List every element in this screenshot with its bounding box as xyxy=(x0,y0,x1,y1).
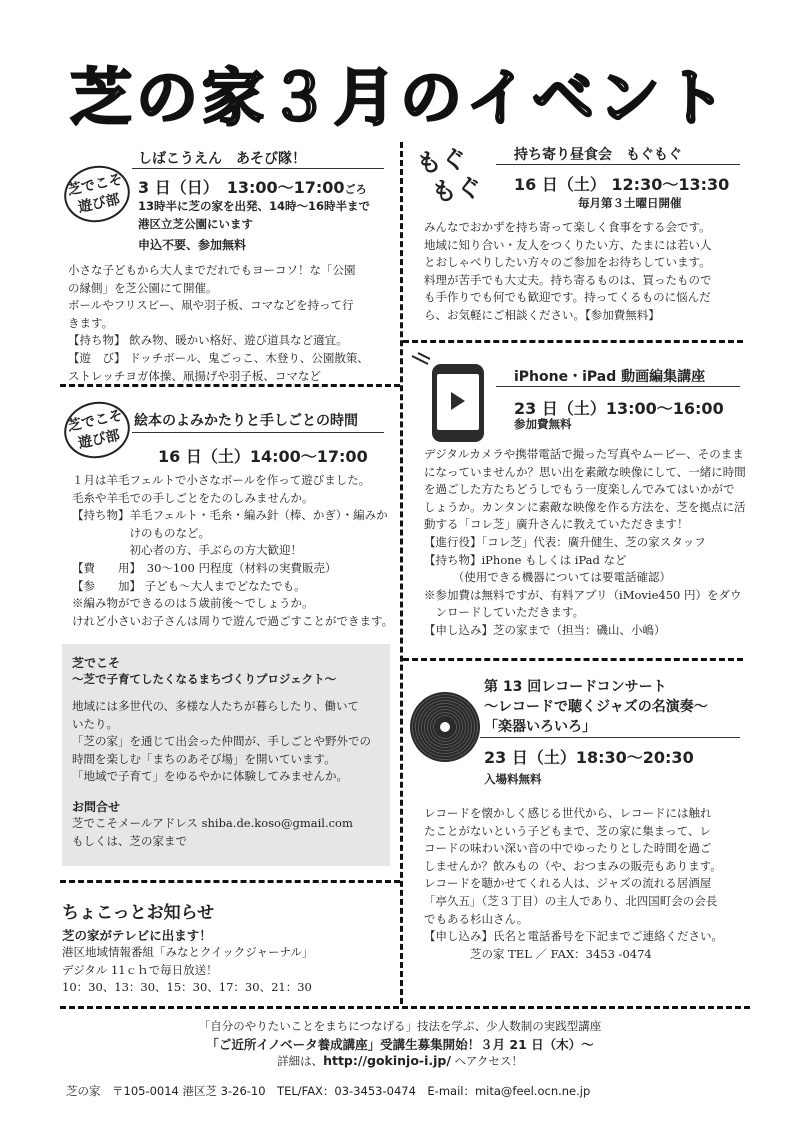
event4-fee: 参加費無料 xyxy=(514,417,572,431)
event1-details: 13時半に芝の家を出発、14時〜16時半まで 港区立芝公園にいます xyxy=(138,199,371,231)
event1-underline xyxy=(132,168,384,169)
event3-underline xyxy=(496,164,740,165)
event5-subtitle: 〜レコードで聴くジャズの名演奏〜 xyxy=(484,699,708,715)
page-title: 芝の家３月のイベント xyxy=(69,61,730,134)
phone-motion-lines xyxy=(410,352,432,372)
shibadekoso-badge-2: 芝でこそ 遊び部 xyxy=(59,396,135,464)
event5-title: 第 13 回レコードコンサート xyxy=(484,679,667,695)
project-contact-title: お問合せ xyxy=(72,800,121,814)
event5-date: 23 日（土）18:30〜20:30 xyxy=(484,748,694,767)
footer-line2: 「ご近所イノベータ養成講座」受講生募集開始！３月 21 日（木）〜 xyxy=(206,1037,594,1052)
project-contact: 芝でこそメールアドレス shiba.de.koso@gmail.com もしくは、芝の家まで xyxy=(72,816,353,848)
event3-note: 毎月第３土曜日開催 xyxy=(578,196,682,210)
event4-title: iPhone・iPad 動画編集講座 xyxy=(514,369,706,385)
center-divider xyxy=(400,142,403,1004)
event3-body: みんなでおかずを持ち寄って楽しく食事をする会です。 地域に知り合い・友人をつくりたい方、たまには若い人 とおしゃべりしたい方々のご参加をお待ちしています。 料理が苦手でも大丈夫。持ち寄るものは、買ったもので も手作りでも何でも歓迎です。持ってくるものに悩んだ ら、お気軽にご相談ください。【参加費無料】 xyxy=(424,220,712,322)
event2-underline xyxy=(132,432,384,433)
project-body: 地域には多世代の、多様な人たちが暮らしたり、働いて いたり。 「芝の家」を通じて出会った仲間が、手しごとや野外での 時間を楽しむ「まちのあそび場」を開いています。 「地域で子育て」をゆるやかに体験してみませんか。 xyxy=(72,699,371,784)
event3-date: 16 日（土） 12:30〜13:30 xyxy=(514,175,730,194)
vinyl-record-icon xyxy=(410,692,480,762)
event2-date: 16 日（土）14:00〜17:00 xyxy=(158,447,368,466)
divider-bottom xyxy=(60,1006,750,1009)
event2-title: 絵本のよみかたりと手しごとの時間 xyxy=(134,413,358,429)
footer-line1: 「自分のやりたいことをまちにつなげる」技法を学ぶ、少人数制の実践型講座 xyxy=(198,1019,602,1033)
mogumogu-logo: もぐ もぐ xyxy=(415,144,483,207)
event5-body: レコードを懐かしく感じる世代から、レコードには触れ たことがないという子どもまで、芝の家に集まって、レ コードの味わい深い音の中でゆったりとした時間を過ご しませんか？飲みもの（や、おつまみの販売もあります。 レコードを聴かせてくれる人は、ジャズの流れる居酒屋 「亭久五」（芝３丁目）の主人であり、北四国町会の会長 でもある杉山さん。 【申し込み】氏名と電話番号を下記までご連絡ください。 芝の家 TEL ／ FAX：3453 -0474 xyxy=(424,806,723,961)
event4-body: デジタルカメラや携帯電話で撮った写真やムービー、そのまま になっていませんか？思い出を素敵な映像にして、一緒に時間 を過ごした方たちどうしでもう一度楽しんでみてはいかがで しょうか。カンタンに素敵な映像を作る方法を、芝を拠点に活 動する「コレ芝」廣升さんに教えていただきます！ 【進行役】「コレ芝」代表：廣升健生、芝の家スタッフ 【持ち物】iPhone もしくは iPad など （使用できる機器については要電話確認） ※参加費は無料ですが、有料アプリ（iMovie450 円）をダウ ンロードしていただきます。 【申し込み】芝の家まで（担当：磯山、小嶋） xyxy=(424,447,746,637)
event5-underline xyxy=(480,737,740,738)
footer-url-link[interactable]: http://gokinjo-i.jp/ xyxy=(323,1053,451,1068)
event5-fee: 入場料無料 xyxy=(484,772,542,786)
event4-underline xyxy=(496,386,740,387)
event1-title: しばこうえん あそび隊！ xyxy=(138,151,306,167)
footer-line3: 詳細は、http://gokinjo-i.jp/ へアクセス！ xyxy=(277,1053,523,1068)
event4-date: 23 日（土）13:00〜16:00 xyxy=(514,399,724,418)
notice-body: 港区地域情報番組「みなとクイックジャーナル」 デジタル 11ｃｈで毎日放送！ 10：30、13：30、15：30、17：30、21：30 xyxy=(62,945,314,995)
project-subtitle: 〜芝で子育てしたくなるまちづくりプロジェクト〜 xyxy=(72,672,337,686)
video-phone-icon xyxy=(432,364,484,442)
event3-title: 持ち寄り昼食会 もぐもぐ xyxy=(514,147,682,163)
project-title: 芝でこそ xyxy=(72,656,121,670)
event1-fee: 申込不要、参加無料 xyxy=(138,238,247,252)
notice-headline: 芝の家がテレビに出ます！ xyxy=(62,928,212,943)
divider-right-2 xyxy=(403,658,743,661)
event1-date: 3 日（日） 13:00〜17:00ごろ xyxy=(138,178,367,197)
footer-address: 芝の家 〒105-0014 港区芝 3-26-10 TEL/FAX：03-3453-0474 E-mail：mita@feel.ocn.ne.jp xyxy=(66,1084,591,1098)
event2-body: １月は羊毛フェルトで小さなボールを作って遊びました。 毛糸や羊毛での手しごとをたのしみませんか。 【持ち物】羊毛フェルト・毛糸・編み針（棒、かぎ）・編みか けのものなど。 初心者の方、手ぶらの方大歓迎！ 【費 用】 30〜100 円程度（材料の実費販売） 【参 加】 子ども〜大人までどなたでも。 ※編み物ができるのは５歳前後〜でしょうか。 けれど小さいお子さんは周りで遊んで過ごすことができます。 xyxy=(72,473,394,628)
divider-right-1 xyxy=(403,340,743,343)
event5-program: 「楽器いろいろ」 xyxy=(484,719,596,735)
event1-body: 小さな子どもから大人までだれでもヨーコソ！な「公園 の縁側」を芝公園にて開催。 ボールやフリスビー、凧や羽子板、コマなどを持って行 きます。 【持ち物】 飲み物、暖かい格好、遊び道具など適宜。 【遊 び】 ドッチボール、鬼ごっこ、木登り、公園散策、 ストレッチヨガ体操、凧揚げや羽子板、コマなど xyxy=(68,263,369,383)
notice-title: ちょこっとお知らせ xyxy=(62,903,215,923)
divider-left-2 xyxy=(60,880,400,883)
shibadekoso-badge: 芝でこそ 遊び部 xyxy=(59,160,135,228)
